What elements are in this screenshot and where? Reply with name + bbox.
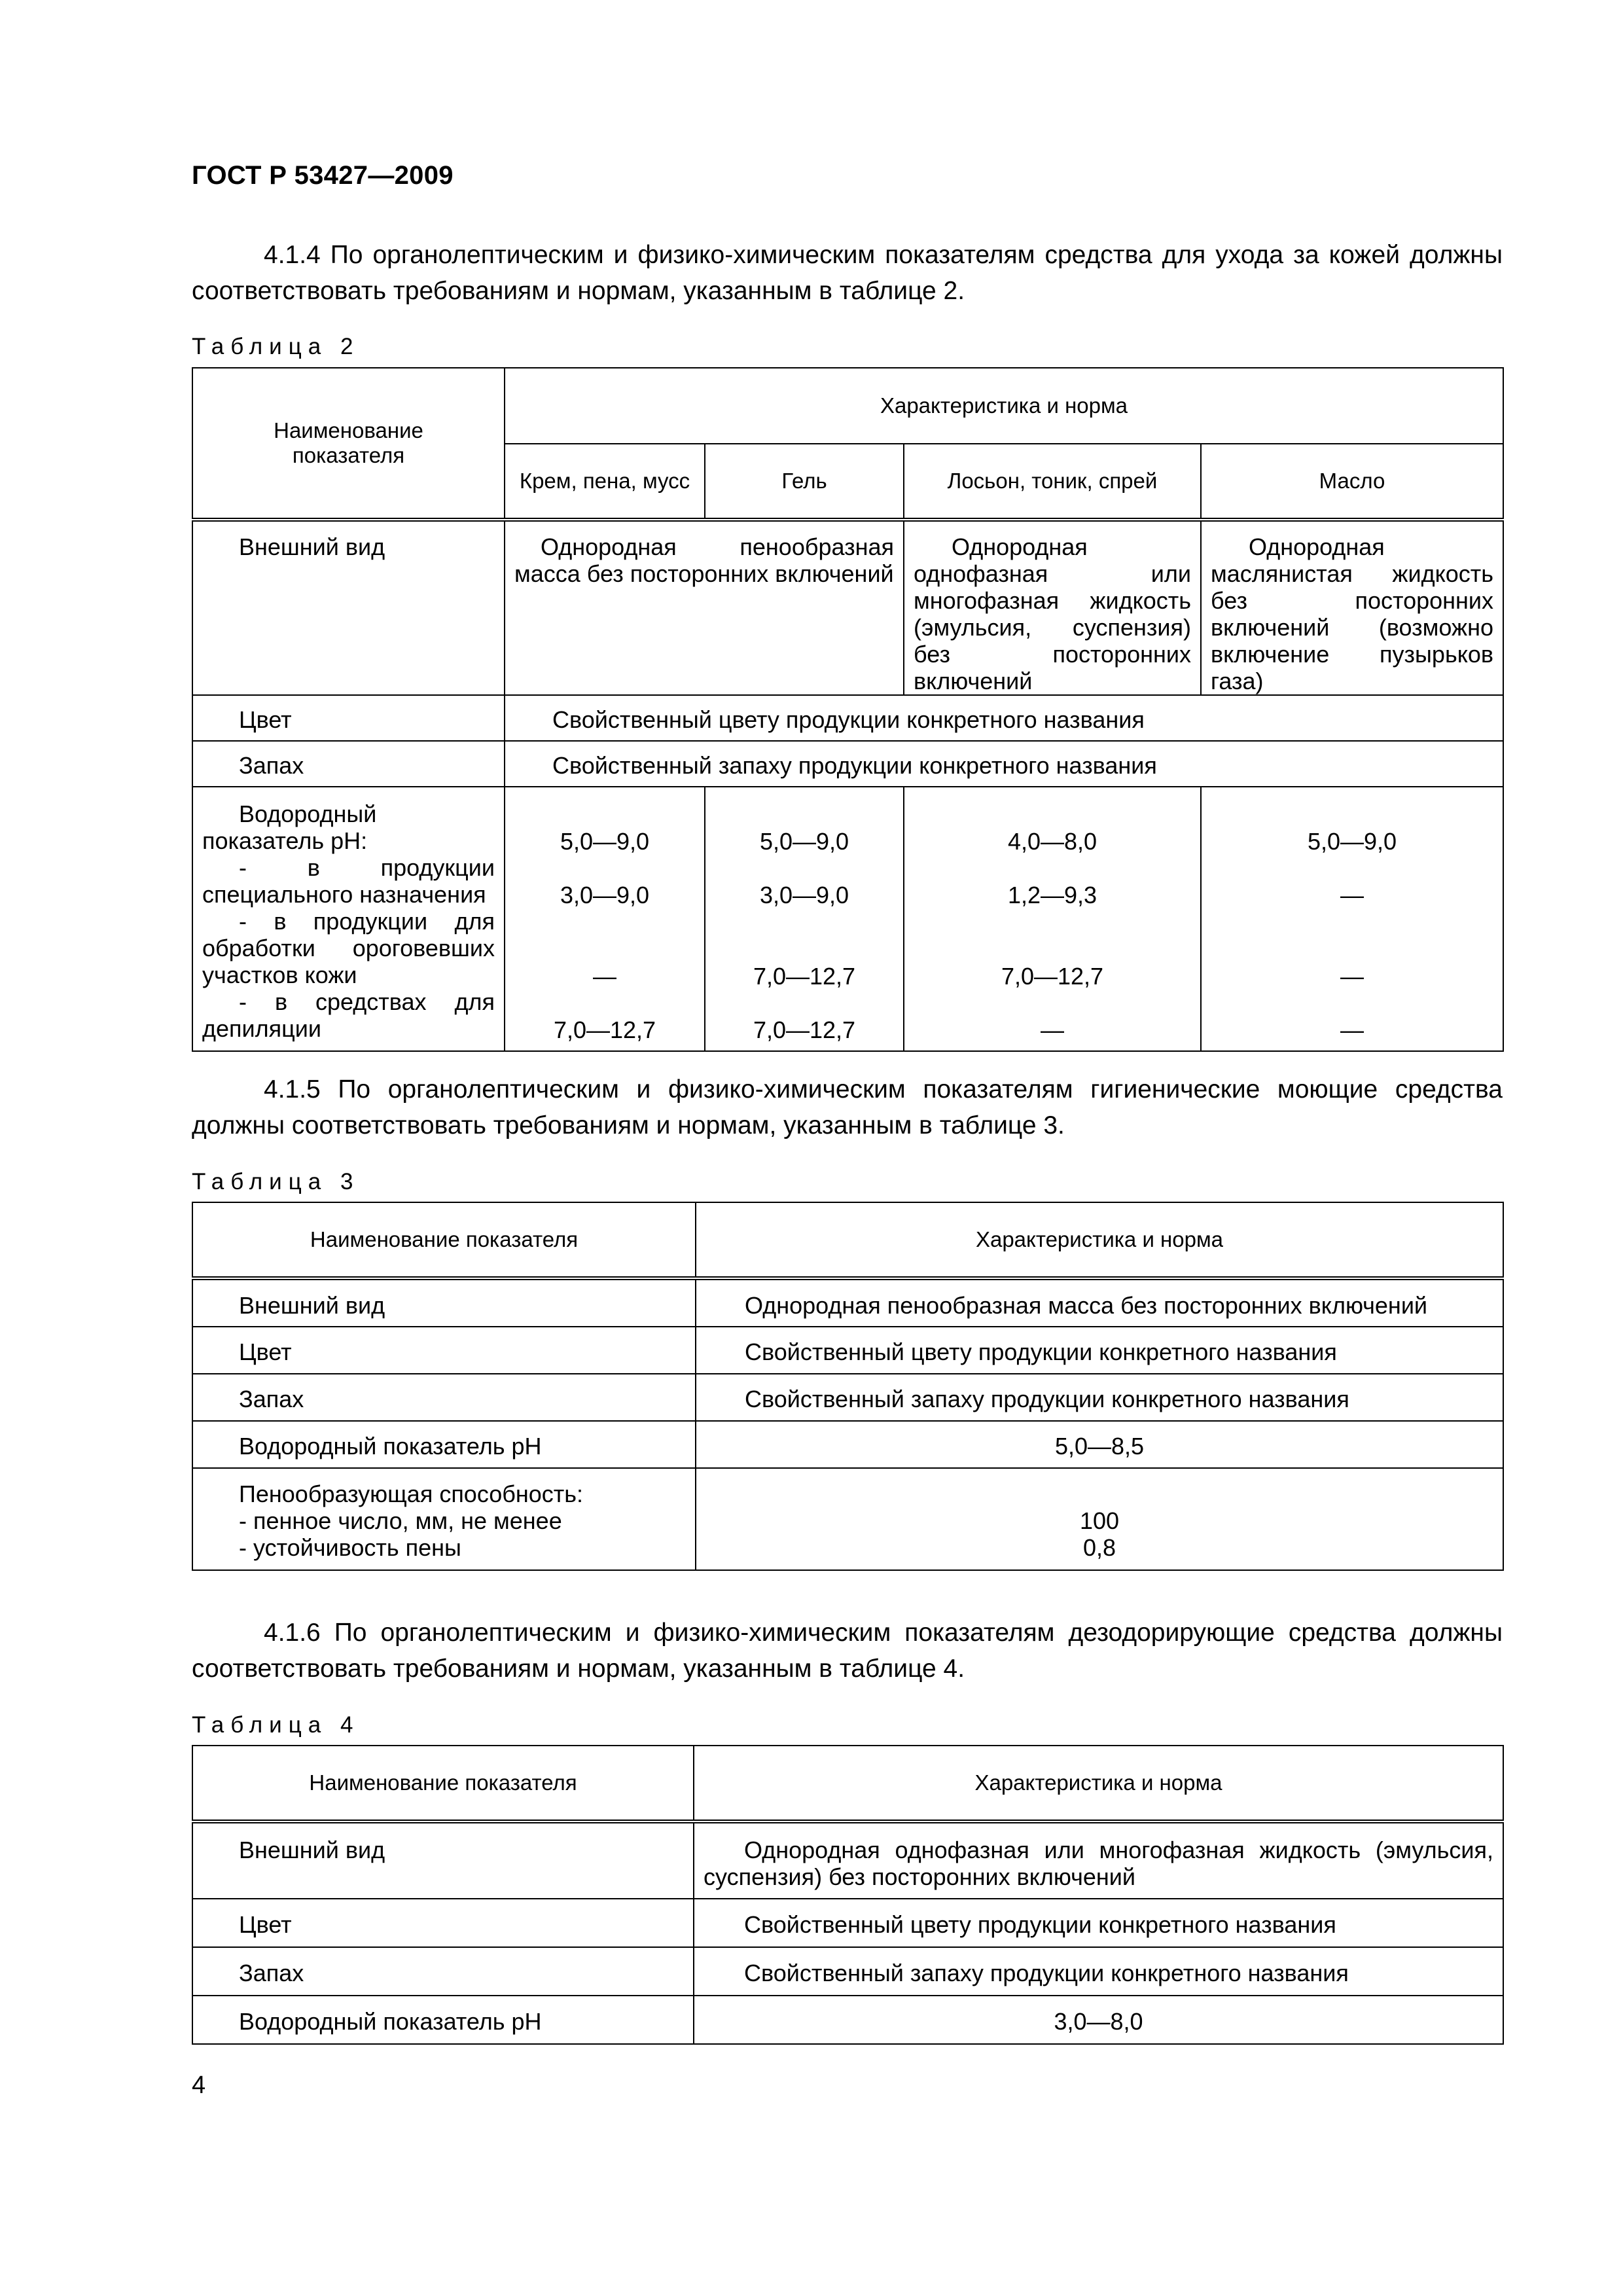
t2-color-value: Свойственный цвету продукции конкретного названия	[505, 695, 1503, 741]
t4-row-name: Цвет	[192, 1899, 694, 1947]
t2-ph-lotion-2: 1,2—9,3	[1007, 882, 1097, 908]
t4-row-value: Свойственный цвету продукции конкретного названия	[694, 1899, 1503, 1947]
t2-ph-cream	[505, 787, 705, 1051]
t3-row-name: Запах	[192, 1374, 696, 1421]
table-3	[192, 1202, 1504, 1571]
document-header: ГОСТ Р 53427—2009	[192, 161, 454, 190]
t3-row-name: Водородный показатель pH	[192, 1421, 696, 1468]
table-3-caption: Таблица 3	[192, 1169, 360, 1194]
t3-foam-name-stability: - устойчивость пены	[239, 1534, 461, 1561]
t2-col-lotion: Лосьон, тоник, спрей	[904, 444, 1201, 520]
t2-ph-gel	[705, 787, 904, 1051]
t3-foam-name-number: - пенное число, мм, не менее	[239, 1507, 562, 1534]
t2-ph-cream-3: —	[593, 963, 616, 990]
t2-ph-gel-3: 7,0—12,7	[753, 963, 856, 990]
t2-ph-oil-2: —	[1340, 882, 1364, 908]
t2-ph-gel-4: 7,0—12,7	[753, 1016, 856, 1043]
t2-ph-gel-2: 3,0—9,0	[759, 882, 849, 908]
t2-appearance-cream-gel: Однородная пенообразная масса без посторонних включений	[505, 520, 904, 695]
t4-row-value: Свойственный запаху продукции конкретного названия	[694, 1947, 1503, 1996]
t2-ph-lotion-4: —	[1041, 1016, 1064, 1043]
paragraph-4-1-6: 4.1.6 По органолептическим и физико-химическим показателям дезодорирующие средства должны соответствовать требованиям и нормам, указанным в таблице 4.	[192, 1619, 1503, 1683]
table-2-caption: Таблица 2	[192, 334, 360, 359]
t4-row-name: Водородный показатель pH	[192, 1996, 694, 2044]
t2-ph-gel-1: 5,0—9,0	[759, 828, 849, 855]
t4-head-name: Наименование показателя	[192, 1746, 694, 1821]
t3-foam-values	[696, 1468, 1503, 1570]
t3-foam-name-main: Пенообразующая способность:	[239, 1480, 584, 1507]
t2-ph-lotion-1: 4,0—8,0	[1007, 828, 1097, 855]
t2-col-gel: Гель	[705, 444, 904, 520]
t2-appearance-lotion: Однородная однофазная или многофазная жидкость (эмульсия, суспензия) без посторонних включений	[904, 520, 1201, 695]
t3-head-name: Наименование показателя	[192, 1202, 696, 1278]
t2-ph-name-main: Водородный показатель pH:	[202, 800, 377, 854]
t3-foam-stability: 0,8	[1082, 1534, 1116, 1561]
table-2	[192, 367, 1504, 1052]
t2-ph-oil-1: 5,0—9,0	[1307, 828, 1397, 855]
t2-color-name: Цвет	[192, 695, 505, 741]
t2-head-char: Характеристика и норма	[505, 368, 1503, 444]
t2-col-oil: Масло	[1201, 444, 1503, 520]
t2-ph-name-depil: - в средствах для депиляции	[202, 988, 495, 1042]
paragraph-4-1-5: 4.1.5 По органолептическим и физико-химическим показателям гигиенические моющие средства должны соответствовать требованиям и нормам, указанным в таблице 3.	[192, 1075, 1503, 1139]
t3-row-value: 5,0—8,5	[696, 1421, 1503, 1468]
t2-appearance-oil: Однородная маслянистая жидкость без посторонних включений (возможно включение пузырьков газа)	[1201, 520, 1503, 695]
t3-foam-names	[192, 1468, 696, 1570]
t4-row-value: Однородная однофазная или многофазная жидкость (эмульсия, суспензия) без посторонних включений	[694, 1821, 1503, 1899]
t4-row-value: 3,0—8,0	[694, 1996, 1503, 2044]
t2-ph-names	[192, 787, 505, 1051]
t2-ph-cream-2: 3,0—9,0	[560, 882, 650, 908]
t2-ph-lotion	[904, 787, 1201, 1051]
t2-appearance-name: Внешний вид	[192, 520, 505, 695]
t3-foam-number: 100	[1079, 1507, 1120, 1534]
t2-ph-lotion-3: 7,0—12,7	[1001, 963, 1104, 990]
t3-row-name: Внешний вид	[192, 1278, 696, 1327]
t4-head-char: Характеристика и норма	[694, 1746, 1503, 1821]
t3-head-char: Характеристика и норма	[696, 1202, 1503, 1278]
t2-ph-cream-4: 7,0—12,7	[553, 1016, 656, 1043]
t4-row-name: Запах	[192, 1947, 694, 1996]
t2-ph-name-special: - в продукции специального назначения	[202, 854, 495, 908]
t4-row-name: Внешний вид	[192, 1821, 694, 1899]
t2-ph-oil-3: —	[1340, 963, 1364, 990]
t3-row-value: Свойственный запаху продукции конкретного названия	[696, 1374, 1503, 1421]
t2-ph-oil	[1201, 787, 1503, 1051]
t3-row-name: Цвет	[192, 1327, 696, 1374]
t3-row-value: Свойственный цвету продукции конкретного названия	[696, 1327, 1503, 1374]
t2-smell-name: Запах	[192, 741, 505, 787]
page-number: 4	[192, 2072, 206, 2099]
t3-row-value: Однородная пенообразная масса без посторонних включений	[696, 1278, 1503, 1327]
t2-ph-cream-1: 5,0—9,0	[560, 828, 650, 855]
t2-head-name: Наименование показателя	[192, 368, 505, 520]
t2-smell-value: Свойственный запаху продукции конкретного названия	[505, 741, 1503, 787]
paragraph-4-1-4: 4.1.4 По органолептическим и физико-химическим показателям средства для ухода за кожей должны соответствовать требованиям и нормам, указанным в таблице 2.	[192, 241, 1503, 305]
t2-ph-name-keratin: - в продукции для обработки ороговевших участков кожи	[202, 908, 495, 988]
t2-ph-oil-4: —	[1340, 1016, 1364, 1043]
table-4	[192, 1745, 1504, 2045]
t2-col-cream: Крем, пена, мусс	[505, 444, 705, 520]
table-4-caption: Таблица 4	[192, 1712, 360, 1738]
